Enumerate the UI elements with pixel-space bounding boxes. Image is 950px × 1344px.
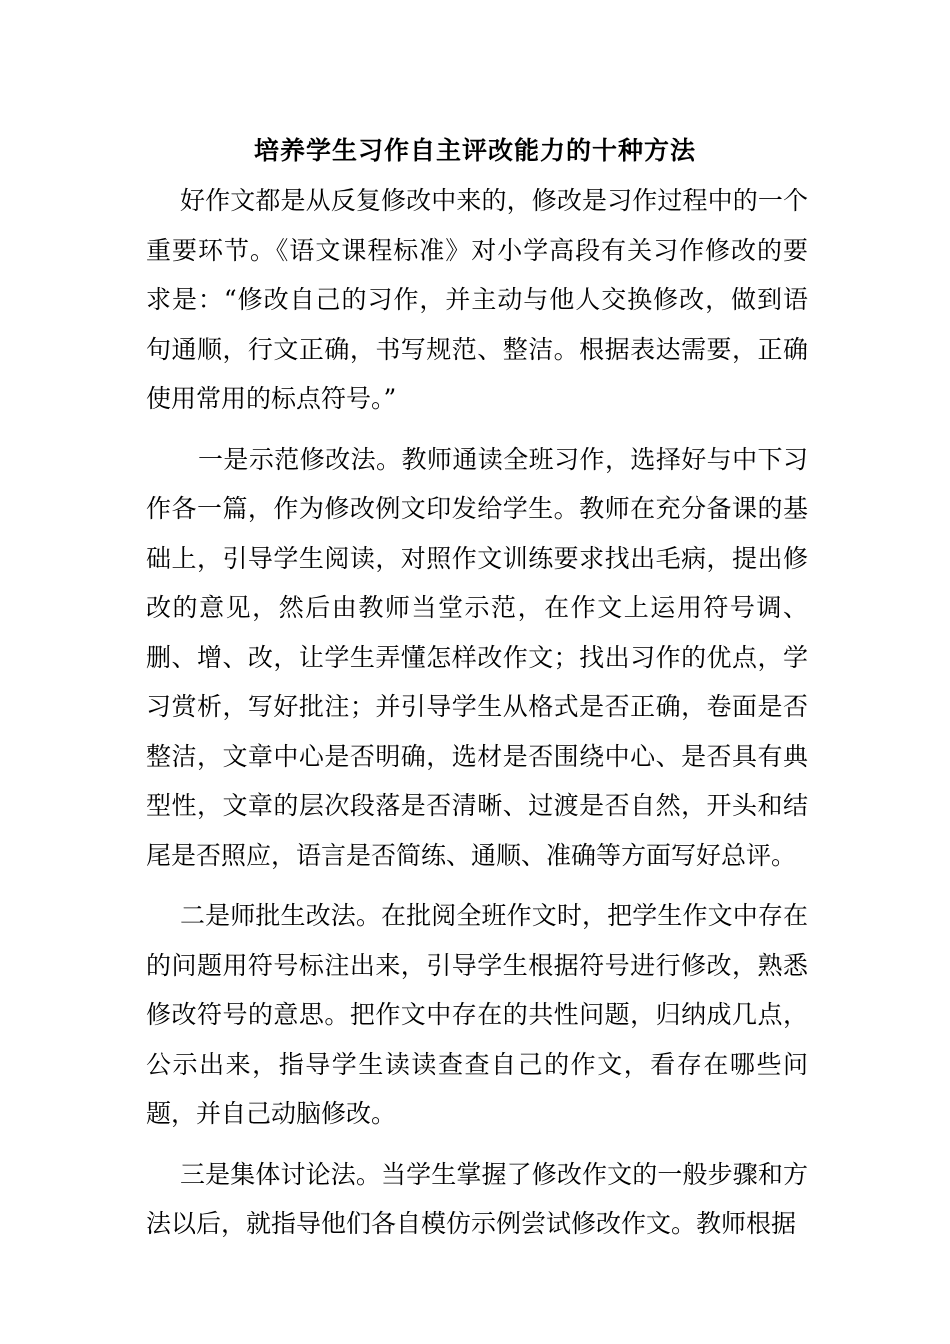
method-three-paragraph: 三是集体讨论法。当学生掌握了修改作文的一般步骤和方法以后，就指导他们各自模仿示例尝试修改作文。教师根据 bbox=[146, 1159, 808, 1238]
document-title: 培养学生习作自主评改能力的十种方法 bbox=[253, 136, 696, 165]
method-two-paragraph: 二是师批生改法。在批阅全班作文时，把学生作文中存在的问题用符号标注出来，引导学生根据符号进行修改，熟悉修改符号的意思。把作文中存在的共性问题，归纳成几点，公示出来，指导学生读读查查自己的作文，看存在哪些问题，并自己动脑修改。 bbox=[146, 901, 808, 1128]
document-body bbox=[146, 176, 808, 1249]
method-one-paragraph: 一是示范修改法。教师通读全班习作，选择好与中下习作各一篇，作为修改例文印发给学生。教师在充分备课的基础上，引导学生阅读，对照作文训练要求找出毛病，提出修改的意见，然后由教师当堂示范，在作文上运用符号调、删、增、改，让学生弄懂怎样改作文；找出习作的优点，学习赏析，写好批注；并引导学生从格式是否正确，卷面是否整洁，文章中心是否明确，选材是否围绕中心、是否具有典型性，文章的层次段落是否清晰、过渡是否自然，开头和结尾是否照应，语言是否简练、通顺、准确等方面写好总评。 bbox=[146, 444, 808, 870]
intro-paragraph: 好作文都是从反复修改中来的，修改是习作过程中的一个重要环节。《语文课程标准》对小学高段有关习作修改的要求是：“修改自己的习作，并主动与他人交换修改，做到语句通顺，行文正确，书写规范、整洁。根据表达需要，正确使用常用的标点符号。” bbox=[146, 186, 808, 413]
